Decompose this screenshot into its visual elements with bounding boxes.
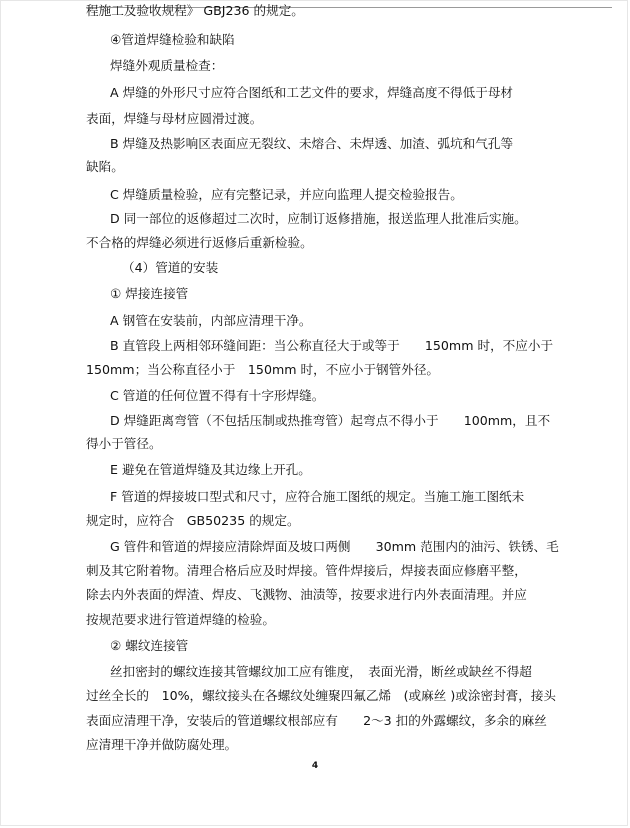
text-line: 程施工及验收规程》 GBJ236 的规定。 (86, 3, 304, 18)
page-number: 4 (311, 761, 319, 771)
text-line: 焊缝外观质量检查： (110, 58, 224, 73)
text-line: 得小于管径。 (86, 436, 162, 451)
text-line: E 避免在管道焊缝及其边缘上开孔。 (110, 462, 311, 477)
text-line: G 管件和管道的焊接应清除焊面及坡口两侧 30mm 范围内的油污、铁锈、毛 (110, 539, 559, 554)
section-heading: ④管道焊缝检验和缺陷 (110, 32, 235, 47)
text-line: 应清理干净并做防腐处理。 (86, 737, 238, 752)
section-heading: ② 螺纹连接管 (110, 638, 189, 653)
text-line: 刺及其它附着物。清理合格后应及时焊接。管件焊接后，焊接表面应修磨平整， (86, 563, 527, 578)
section-heading: ① 焊接连接管 (110, 286, 189, 301)
text-line: 表面应清理干净，安装后的管道螺纹根部应有 2～3 扣的外露螺纹，多余的麻丝 (86, 713, 547, 728)
text-line: A 钢管在安装前，内部应清理干净。 (110, 313, 312, 328)
text-line: 不合格的焊缝必须进行返修后重新检验。 (86, 235, 313, 250)
text-line: 缺陷。 (86, 159, 124, 174)
text-line: 表面，焊缝与母材应圆滑过渡。 (86, 111, 263, 126)
text-line: 按规范要求进行管道焊缝的检验。 (86, 612, 275, 627)
section-heading: （4）管道的安装 (122, 260, 219, 275)
text-line: C 焊缝质量检验，应有完整记录，并应向监理人提交检验报告。 (110, 187, 463, 202)
text-line: D 同一部位的返修超过二次时，应制订返修措施，报送监理人批准后实施。 (110, 211, 527, 226)
text-line: F 管道的焊接坡口型式和尺寸，应符合施工图纸的规定。当施工施工图纸未 (110, 489, 525, 504)
text-line: 除去内外表面的焊渣、焊皮、飞溅物、油渍等，按要求进行内外表面清理。并应 (86, 587, 527, 602)
text-line: D 焊缝距离弯管（不包括压制或热推弯管）起弯点不得小于 100mm，且不 (110, 413, 551, 428)
text-line: 丝扣密封的螺纹连接其管螺纹加工应有锥度， 表面光滑，断丝或缺丝不得超 (110, 664, 532, 679)
text-line: 规定时，应符合 GB50235 的规定。 (86, 513, 300, 528)
text-line: 过丝全长的 10%，螺纹接头在各螺纹处缠聚四氟乙烯 (或麻丝 )或涂密封膏，接头 (86, 688, 557, 703)
text-line: B 焊缝及热影响区表面应无裂纹、未熔合、未焊透、加渣、弧坑和气孔等 (110, 136, 514, 151)
text-line: C 管道的任何位置不得有十字形焊缝。 (110, 388, 325, 403)
text-line: A 焊缝的外形尺寸应符合图纸和工艺文件的要求，焊缝高度不得低于母材 (110, 85, 514, 100)
text-line: B 直管段上两相邻环缝间距：当公称直径大于或等于 150mm 时，不应小于 (110, 338, 554, 353)
text-line: 150mm；当公称直径小于 150mm 时，不应小于钢管外径。 (86, 362, 440, 377)
